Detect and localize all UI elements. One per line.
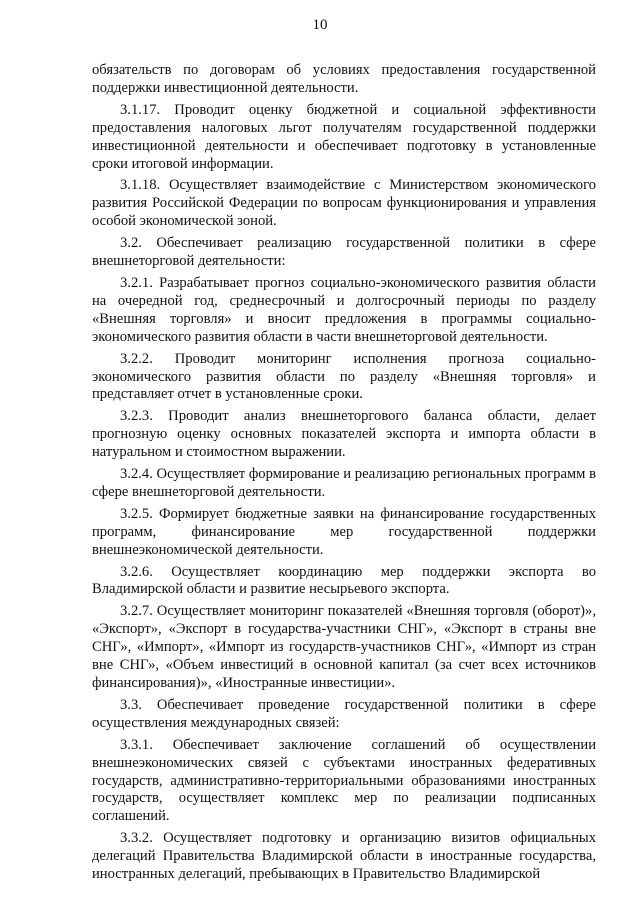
paragraph: 3.3.2. Осуществляет подготовку и организацию визитов официальных делегаций Правительства Владимирской области в иностранные государства, иностранных делегаций, пребывающих в Правительство Владимирской [92,830,596,883]
paragraph: обязательств по договорам об условиях предоставления государственной поддержки инвестиционной деятельности. [92,62,596,96]
document-body [92,62,596,884]
paragraph: 3.3. Обеспечивает проведение государственной политики в сфере осуществления международных связей: [92,696,596,731]
paragraph: 3.2.4. Осуществляет формирование и реализацию региональных программ в сфере внешнеторговой деятельности. [92,466,596,500]
paragraph: 3.1.17. Проводит оценку бюджетной и социальной эффективности предоставления налоговых льгот получателям государственной поддержки инвестиционной деятельности и обеспечивает подготовку в установленные сроки итоговой информации. [92,101,596,172]
paragraph: 3.1.18. Осуществляет взаимодействие с Министерством экономического развития Российской Федерации по вопросам функционирования и управления особой экономической зоной. [92,177,596,230]
paragraph: 3.3.1. Обеспечивает заключение соглашений об осуществлении внешнеэкономических связей с субъектами иностранных федеративных государств, административно-территориальными образованиями иностранных государств, осуществляет комплекс мер по реализации подписанных соглашений. [92,736,596,825]
paragraph: 3.2.2. Проводит мониторинг исполнения прогноза социально-экономического развития области по разделу «Внешняя торговля» и представляет отчет в установленные сроки. [92,350,596,403]
page-number: 10 [312,17,328,33]
paragraph: 3.2.7. Осуществляет мониторинг показателей «Внешняя торговля (оборот)», «Экспорт», «Экспорт в государства-участники СНГ», «Экспорт в страны вне СНГ», «Импорт», «Импорт из государств-участников СНГ», «Импорт из стран вне СНГ», «Объем инвестиций в основной капитал (за счет всех источников финансирования)», «Иностранные инвестиции». [92,603,596,691]
paragraph: 3.2.3. Проводит анализ внешнеторгового баланса области, делает прогнозную оценку основных показателей экспорта и импорта области в натуральном и стоимостном выражении. [92,408,596,461]
paragraph: 3.2.1. Разрабатывает прогноз социально-экономического развития области на очередной год, среднесрочный и долгосрочный периоды по разделу «Внешняя торговля» и вносит предложения в программы социально-экономического развития области в части внешнеторговой деятельности. [92,274,596,345]
paragraph: 3.2.6. Осуществляет координацию мер поддержки экспорта во Владимирской области и развитие несырьевого экспорта. [92,563,596,598]
paragraph: 3.2.5. Формирует бюджетные заявки на финансирование государственных программ, финансирование мер государственной поддержки внешнеэкономической деятельности. [92,505,596,558]
paragraph: 3.2. Обеспечивает реализацию государственной политики в сфере внешнеторговой деятельности: [92,235,596,270]
